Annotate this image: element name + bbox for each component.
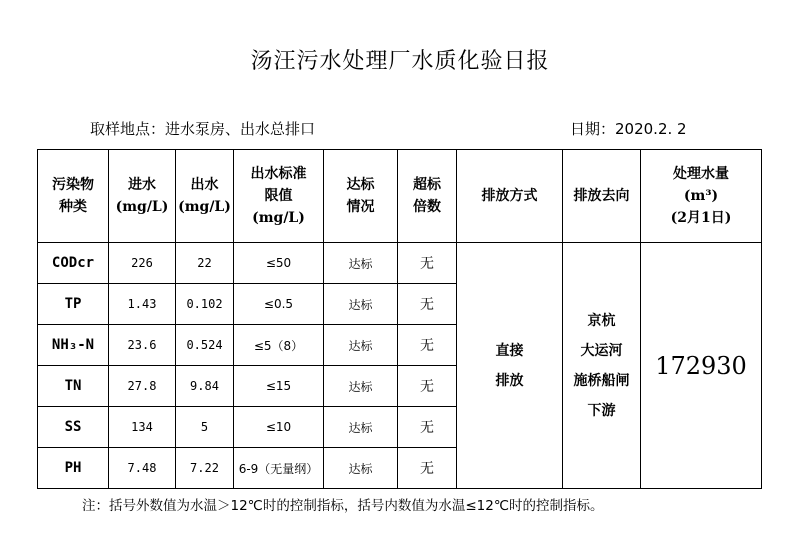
outflow-value: 0.524 bbox=[176, 325, 234, 366]
header-pollutant: 污染物 种类 bbox=[38, 150, 109, 243]
sampling-location: 取样地点：进水泵房、出水总排口 bbox=[90, 120, 316, 138]
outflow-value: 9.84 bbox=[176, 366, 234, 407]
standard-limit: ≤5（8） bbox=[234, 325, 324, 366]
header-volume: 处理水量 (m³) (2月1日) bbox=[641, 150, 762, 243]
header-exceed: 超标 倍数 bbox=[398, 150, 457, 243]
treated-volume: 172930 bbox=[641, 243, 762, 489]
outflow-value: 5 bbox=[176, 407, 234, 448]
exceed-multiple: 无 bbox=[398, 243, 457, 284]
compliance-status: 达标 bbox=[324, 366, 398, 407]
standard-limit: ≤0.5 bbox=[234, 284, 324, 325]
report-title: 汤汪污水处理厂水质化验日报 bbox=[250, 49, 550, 74]
header-outflow: 出水 (mg/L) bbox=[176, 150, 234, 243]
standard-limit: 6-9（无量纲） bbox=[234, 448, 324, 489]
outflow-value: 7.22 bbox=[176, 448, 234, 489]
pollutant-name: SS bbox=[38, 407, 109, 448]
outflow-value: 22 bbox=[176, 243, 234, 284]
standard-limit: ≤10 bbox=[234, 407, 324, 448]
compliance-status: 达标 bbox=[324, 407, 398, 448]
exceed-multiple: 无 bbox=[398, 284, 457, 325]
report-date: 日期：2020.2. 2 bbox=[570, 120, 687, 138]
discharge-method: 直接 排放 bbox=[457, 243, 563, 489]
footnote: 注：括号外数值为水温＞12℃时的控制指标，括号内数值为水温≤12℃时的控制指标。 bbox=[82, 498, 604, 514]
exceed-multiple: 无 bbox=[398, 407, 457, 448]
inflow-value: 1.43 bbox=[109, 284, 176, 325]
pollutant-name: CODcr bbox=[38, 243, 109, 284]
pollutant-name: PH bbox=[38, 448, 109, 489]
header-discharge-method: 排放方式 bbox=[457, 150, 563, 243]
header-inflow: 进水 (mg/L) bbox=[109, 150, 176, 243]
header-compliance: 达标 情况 bbox=[324, 150, 398, 243]
compliance-status: 达标 bbox=[324, 448, 398, 489]
standard-limit: ≤50 bbox=[234, 243, 324, 284]
outflow-value: 0.102 bbox=[176, 284, 234, 325]
header-discharge-direction: 排放去向 bbox=[563, 150, 641, 243]
exceed-multiple: 无 bbox=[398, 448, 457, 489]
table-row bbox=[38, 243, 762, 284]
inflow-value: 23.6 bbox=[109, 325, 176, 366]
water-quality-table bbox=[37, 149, 762, 489]
header-standard: 出水标准 限值 (mg/L) bbox=[234, 150, 324, 243]
inflow-value: 134 bbox=[109, 407, 176, 448]
table-header-row bbox=[38, 150, 762, 243]
standard-limit: ≤15 bbox=[234, 366, 324, 407]
compliance-status: 达标 bbox=[324, 284, 398, 325]
inflow-value: 226 bbox=[109, 243, 176, 284]
compliance-status: 达标 bbox=[324, 325, 398, 366]
discharge-direction: 京杭 大运河 施桥船闸 下游 bbox=[563, 243, 641, 489]
inflow-value: 7.48 bbox=[109, 448, 176, 489]
pollutant-name: NH₃-N bbox=[38, 325, 109, 366]
exceed-multiple: 无 bbox=[398, 366, 457, 407]
inflow-value: 27.8 bbox=[109, 366, 176, 407]
pollutant-name: TN bbox=[38, 366, 109, 407]
compliance-status: 达标 bbox=[324, 243, 398, 284]
pollutant-name: TP bbox=[38, 284, 109, 325]
exceed-multiple: 无 bbox=[398, 325, 457, 366]
